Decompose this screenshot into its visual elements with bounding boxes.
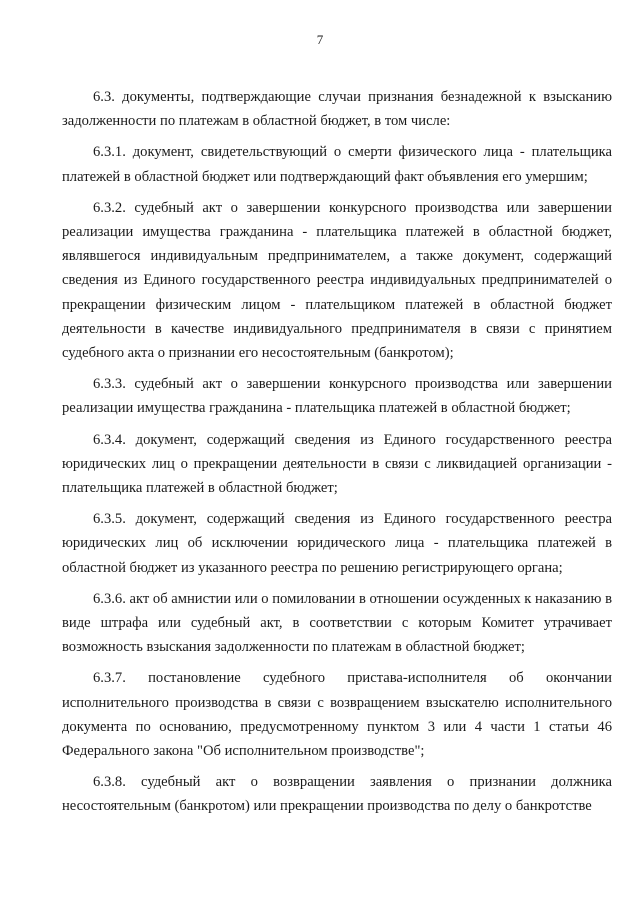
paragraph-6-3-2: 6.3.2. судебный акт о завершении конкурсного производства или завершении реализации имущества гражданина - плательщика платежей в областной бюджет, являвшегося индивидуальным предпринимателем, а также документ, содержащий сведения из Единого государственного реестра индивидуальных предпринимателей о прекращении физическим лицом - плательщиком платежей в областной бюджет деятельности в качестве индивидуального предпринимателя в связи с принятием судебного акта о признании его несостоятельным (банкротом);	[62, 199, 612, 362]
page-number: 7	[316, 32, 324, 47]
paragraph-6-3-8: 6.3.8. судебный акт о возвращении заявления о признании должника несостоятельным (банкротом) или прекращении производства по делу о банкротстве	[62, 774, 612, 815]
paragraph-6-3-4: 6.3.4. документ, содержащий сведения из Единого государственного реестра юридических лиц о прекращении деятельности в связи с ликвидацией организации - плательщика платежей в областной бюджет;	[62, 431, 612, 497]
document-body	[62, 85, 612, 826]
paragraph-6-3-3: 6.3.3. судебный акт о завершении конкурсного производства или завершении реализации имущества гражданина - плательщика платежей в областной бюджет;	[62, 376, 612, 417]
paragraph-6-3-1: 6.3.1. документ, свидетельствующий о смерти физического лица - плательщика платежей в областной бюджет или подтверждающий факт объявления его умершим;	[62, 144, 612, 185]
paragraph-6-3-7: 6.3.7. постановление судебного пристава-исполнителя об окончании исполнительного производства в связи с возвращением взыскателю исполнительного документа по основанию, предусмотренному пунктом 3 или 4 части 1 статьи 46 Федерального закона "Об исполнительном производстве";	[62, 670, 612, 760]
paragraph-6-3-5: 6.3.5. документ, содержащий сведения из Единого государственного реестра юридических лиц об исключении юридического лица - плательщика платежей в областной бюджет из указанного реестра по решению регистрирующего органа;	[62, 511, 612, 576]
paragraph-6-3-6: 6.3.6. акт об амнистии или о помиловании в отношении осужденных к наказанию в виде штрафа или судебный акт, в соответствии с которым Комитет утрачивает возможность взыскания задолженности по платежам в областной бюджет;	[62, 590, 612, 656]
paragraph-6-3: 6.3. документы, подтверждающие случаи признания безнадежной к взысканию задолженности по платежам в областной бюджет, в том числе:	[62, 89, 612, 130]
